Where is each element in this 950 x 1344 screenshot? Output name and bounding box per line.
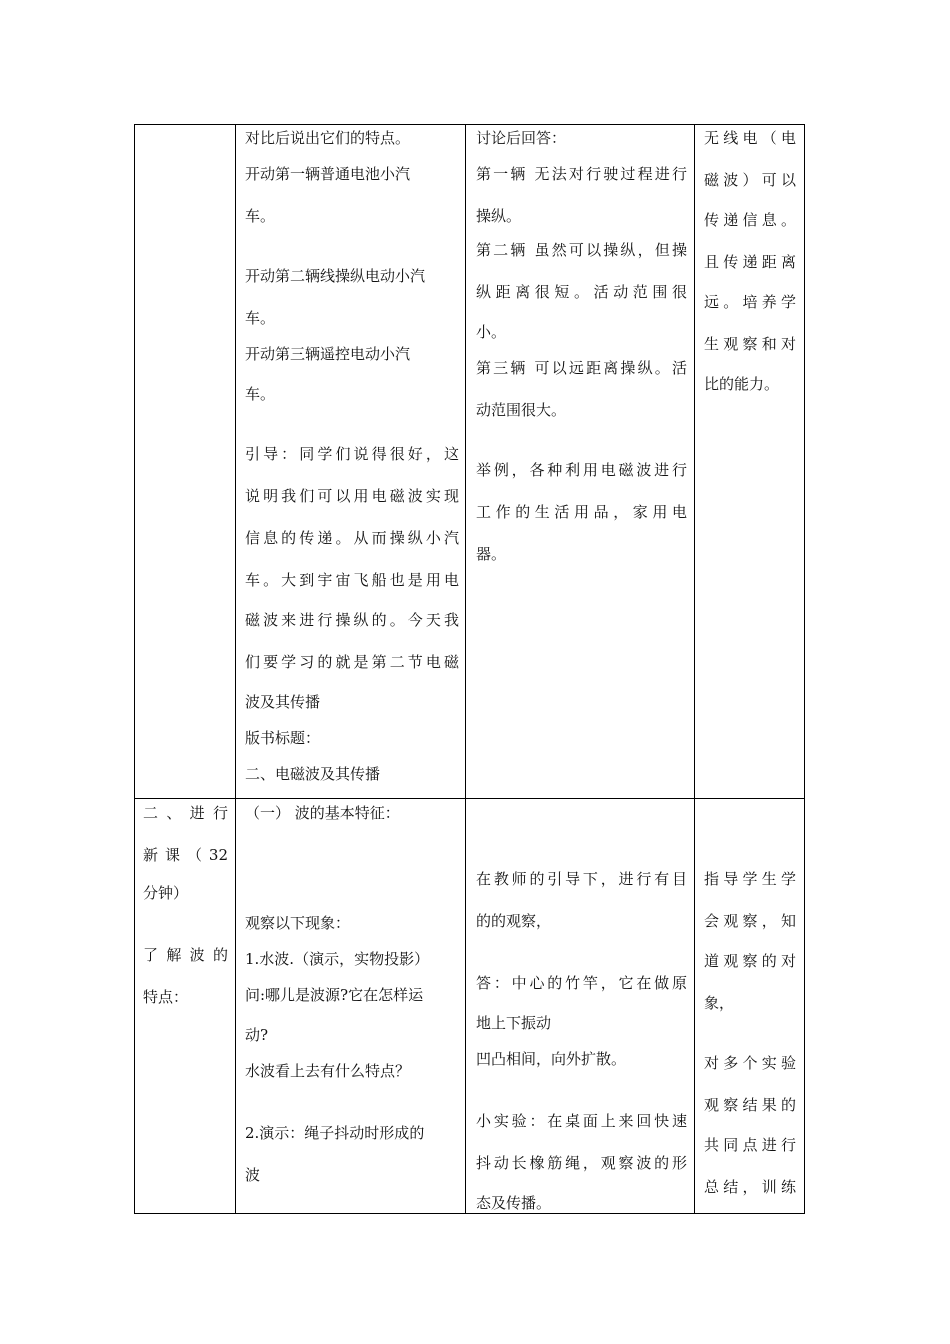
text-line: 远。培养学 bbox=[704, 293, 796, 311]
row2-section-cell bbox=[143, 799, 228, 1213]
row1-student-activity-cell bbox=[476, 124, 687, 798]
text-line: 无线电（电 bbox=[704, 129, 796, 147]
text-line: 2.演示：绳子抖动时形成的 bbox=[245, 1124, 425, 1142]
text-line: 波及其传播 bbox=[245, 693, 321, 711]
text-line: 第二辆 虽然可以操纵，但操 bbox=[476, 241, 687, 259]
column-divider bbox=[235, 124, 236, 1214]
text-line: 车。大到宇宙飞船也是用电 bbox=[245, 571, 459, 589]
text-line: 第一辆 无法对行驶过程进行 bbox=[476, 165, 687, 183]
text-line: 总结，训练 bbox=[704, 1178, 796, 1196]
text-line: 共同点进行 bbox=[704, 1136, 796, 1154]
text-line: 对多个实验 bbox=[704, 1054, 796, 1072]
text-line: （一） 波的基本特征： bbox=[245, 804, 400, 822]
text-line: 开动第二辆线操纵电动小汽 bbox=[245, 267, 426, 285]
text-line: 生观察和对 bbox=[704, 335, 796, 353]
text-line: 新课（32 bbox=[143, 846, 228, 864]
text-line: 开动第三辆遥控电动小汽 bbox=[245, 345, 411, 363]
text-line: 观察以下现象： bbox=[245, 914, 351, 932]
text-line: 态及传播。 bbox=[476, 1194, 552, 1212]
text-line: 操纵。 bbox=[476, 207, 522, 225]
text-line: 第三辆 可以远距离操纵。活 bbox=[476, 359, 687, 377]
text-line: 开动第一辆普通电池小汽 bbox=[245, 165, 411, 183]
text-line: 象， bbox=[704, 994, 735, 1012]
text-line: 分钟） bbox=[143, 884, 189, 902]
text-line: 说明我们可以用电磁波实现 bbox=[245, 487, 459, 505]
text-line: 且传递距离 bbox=[704, 253, 796, 271]
text-line: 比的能力。 bbox=[704, 375, 780, 393]
text-line: 举例，各种利用电磁波进行 bbox=[476, 461, 687, 479]
text-line: 道观察的对 bbox=[704, 952, 796, 970]
text-line: 波 bbox=[245, 1166, 261, 1184]
text-line: 讨论后回答： bbox=[476, 129, 567, 147]
text-line: 引导：同学们说得很好，这 bbox=[245, 445, 459, 463]
row1-design-intent-cell bbox=[704, 124, 796, 798]
text-line: 信息的传递。从而操纵小汽 bbox=[245, 529, 459, 547]
text-line: 水波看上去有什么特点？ bbox=[245, 1062, 411, 1080]
text-line: 纵距离很短。活动范围很 bbox=[476, 283, 687, 301]
text-line: 特点： bbox=[143, 988, 189, 1006]
text-line: 凹凸相间，向外扩散。 bbox=[476, 1050, 627, 1068]
text-line: 车。 bbox=[245, 385, 276, 403]
text-line: 小实验：在桌面上来回快速 bbox=[476, 1112, 687, 1130]
table-right-border bbox=[804, 124, 805, 1214]
row2-teacher-activity-cell bbox=[245, 799, 459, 1213]
column-divider bbox=[465, 124, 466, 1214]
text-line: 车。 bbox=[245, 207, 276, 225]
table-left-border bbox=[134, 124, 135, 1214]
text-line: 二、进行 bbox=[143, 804, 228, 822]
column-divider bbox=[694, 124, 695, 1214]
text-line: 答：中心的竹竿，它在做原 bbox=[476, 974, 687, 992]
text-line: 地上下振动 bbox=[476, 1014, 552, 1032]
text-line: 1.水波.（演示，实物投影） bbox=[245, 950, 430, 968]
row2-design-intent-cell bbox=[704, 799, 796, 1213]
text-line: 指导学生学 bbox=[704, 870, 796, 888]
row2-student-activity-cell bbox=[476, 799, 687, 1213]
text-line: 工作的生活用品，家用电 bbox=[476, 503, 687, 521]
text-line: 磁波）可以 bbox=[704, 171, 796, 189]
text-line: 抖动长橡筋绳，观察波的形 bbox=[476, 1154, 687, 1172]
text-line: 会观察，知 bbox=[704, 912, 796, 930]
text-line: 动范围很大。 bbox=[476, 401, 567, 419]
text-line: 动? bbox=[245, 1026, 269, 1044]
text-line: 器。 bbox=[476, 545, 507, 563]
text-line: 们要学习的就是第二节电磁 bbox=[245, 653, 459, 671]
text-line: 观察结果的 bbox=[704, 1096, 796, 1114]
text-line: 磁波来进行操纵的。今天我 bbox=[245, 611, 459, 629]
text-line: 在教师的引导下，进行有目 bbox=[476, 870, 687, 888]
text-line: 传递信息。 bbox=[704, 211, 796, 229]
text-line: 问:哪儿是波源?它在怎样运 bbox=[245, 986, 424, 1004]
text-line: 车。 bbox=[245, 309, 276, 327]
text-line: 二、电磁波及其传播 bbox=[245, 765, 381, 783]
row1-teacher-activity-cell bbox=[245, 124, 459, 798]
text-line: 了解波的 bbox=[143, 946, 228, 964]
text-line: 对比后说出它们的特点。 bbox=[245, 129, 411, 147]
text-line: 小。 bbox=[476, 323, 507, 341]
text-line: 版书标题： bbox=[245, 729, 321, 747]
text-line: 的的观察， bbox=[476, 912, 552, 930]
